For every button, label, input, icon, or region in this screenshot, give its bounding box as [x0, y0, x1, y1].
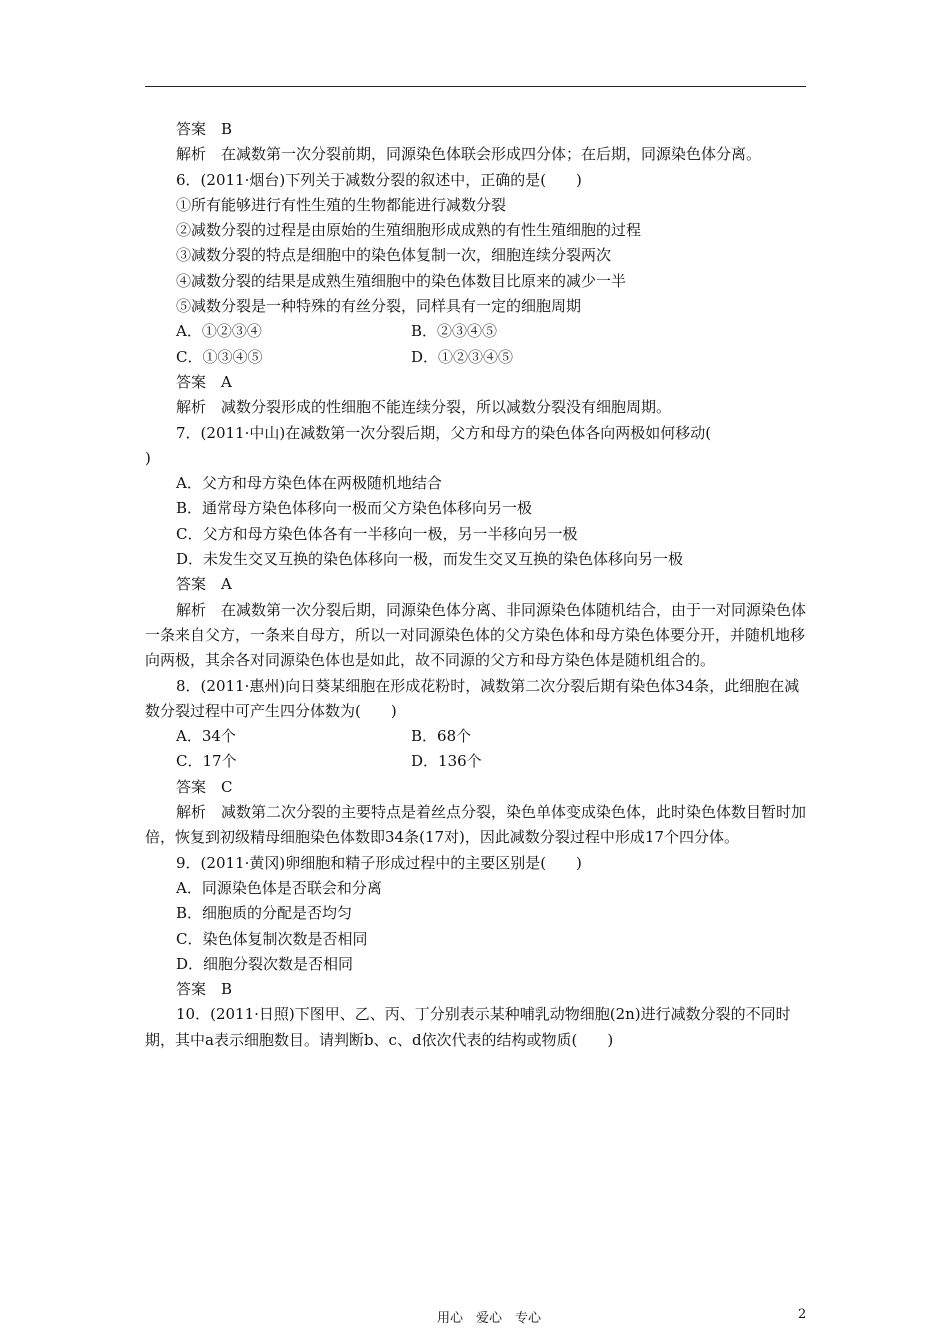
q8-answer: 答案 C: [176, 777, 233, 796]
q7-answer: 答案 A: [176, 575, 232, 594]
q8-options-row-2: [145, 749, 810, 774]
q6-options-row-1: [145, 319, 810, 344]
q6-options-row-2: [145, 345, 810, 370]
q8-stem: 8．(2011·惠州)向日葵某细胞在形成花粉时，减数第二次分裂后期有染色体34条，此细胞在减数分裂过程中可产生四分体数为( ): [145, 676, 800, 720]
q7-analysis: 解析 在减数第一次分裂后期，同源染色体分离、非同源染色体随机结合，由于一对同源染色体一条来自父方，一条来自母方，所以一对同源染色体的父方染色体和母方染色体要分开，并随机地移向两极，其余各对同源染色体也是如此，故不同源的父方和母方染色体是随机组合的。: [145, 600, 807, 670]
q8-analysis: 解析 减数第二次分裂的主要特点是着丝点分裂，染色单体变成染色体，此时染色体数目暂时加倍，恢复到初级精母细胞染色体数即34条(17对)，因此减数分裂过程中形成17个四分体。: [145, 803, 807, 847]
q5-analysis: 解析 在减数第一次分裂前期，同源染色体联会形成四分体；在后期，同源染色体分离。: [176, 145, 762, 164]
q9-option-d: D．细胞分裂次数是否相同: [176, 954, 354, 973]
q6-item-3: ③减数分裂的特点是细胞中的染色体复制一次，细胞连续分裂两次: [176, 246, 612, 265]
q8-option-d: D．136个: [411, 752, 482, 771]
q6-option-c: C．①③④⑤: [176, 347, 263, 366]
q8-option-a: A．34个: [176, 727, 236, 746]
q6-option-a: A．①②③④: [176, 322, 262, 341]
q7-stem: 7．(2011·中山)在减数第一次分裂后期，父方和母方的染色体各向两极如何移动(: [176, 423, 712, 442]
footer-motto: 用心 爱心 专心: [437, 1311, 542, 1326]
q7-option-c: C．父方和母方染色体各有一半移向一极，另一半移向另一极: [176, 524, 578, 543]
q9-stem: 9．(2011·黄冈)卵细胞和精子形成过程中的主要区别是( ): [176, 853, 582, 872]
q9-option-c: C．染色体复制次数是否相同: [176, 929, 368, 948]
q8-options-row-1: [145, 724, 810, 749]
q6-item-2: ②减数分裂的过程是由原始的生殖细胞形成成熟的有性生殖细胞的过程: [176, 221, 642, 240]
q6-stem: 6．(2011·烟台)下列关于减数分裂的叙述中，正确的是( ): [176, 170, 582, 189]
q6-item-5: ⑤减数分裂是一种特殊的有丝分裂，同样具有一定的细胞周期: [176, 297, 582, 316]
q7-stem-continuation: ): [145, 448, 151, 467]
q7-option-d: D．未发生交叉互换的染色体移向一极，而发生交叉互换的染色体移向另一极: [176, 550, 684, 569]
q5-answer: 答案 B: [176, 120, 233, 138]
q6-item-4: ④减数分裂的结果是成熟生殖细胞中的染色体数目比原来的减少一半: [176, 271, 627, 290]
q9-answer: 答案 B: [176, 980, 233, 999]
q6-analysis: 解析 减数分裂形成的性细胞不能连续分裂，所以减数分裂没有细胞周期。: [176, 398, 672, 417]
q6-option-d: D．①②③④⑤: [411, 347, 514, 366]
q9-option-b: B．细胞质的分配是否均匀: [176, 904, 353, 923]
header-rule: [145, 86, 806, 87]
q8-option-b: B．68个: [411, 727, 472, 746]
document-body: [145, 117, 810, 1053]
q8-option-c: C．17个: [176, 752, 237, 771]
q9-option-a: A．同源染色体是否联会和分离: [176, 878, 382, 897]
page-number: 2: [798, 1307, 807, 1322]
q6-option-b: B．②③④⑤: [411, 322, 498, 341]
q7-option-a: A．父方和母方染色体在两极随机地结合: [176, 474, 442, 493]
q7-option-b: B．通常母方染色体移向一极而父方染色体移向另一极: [176, 499, 533, 518]
q6-item-1: ①所有能够进行有性生殖的生物都能进行减数分裂: [176, 195, 507, 214]
q10-stem: 10．(2011·日照)下图甲、乙、丙、丁分别表示某种哺乳动物细胞(2n)进行减数分裂的不同时期，其中a表示细胞数目。请判断b、c、d依次代表的结构或物质( ): [145, 1005, 791, 1049]
q6-answer: 答案 A: [176, 372, 232, 391]
